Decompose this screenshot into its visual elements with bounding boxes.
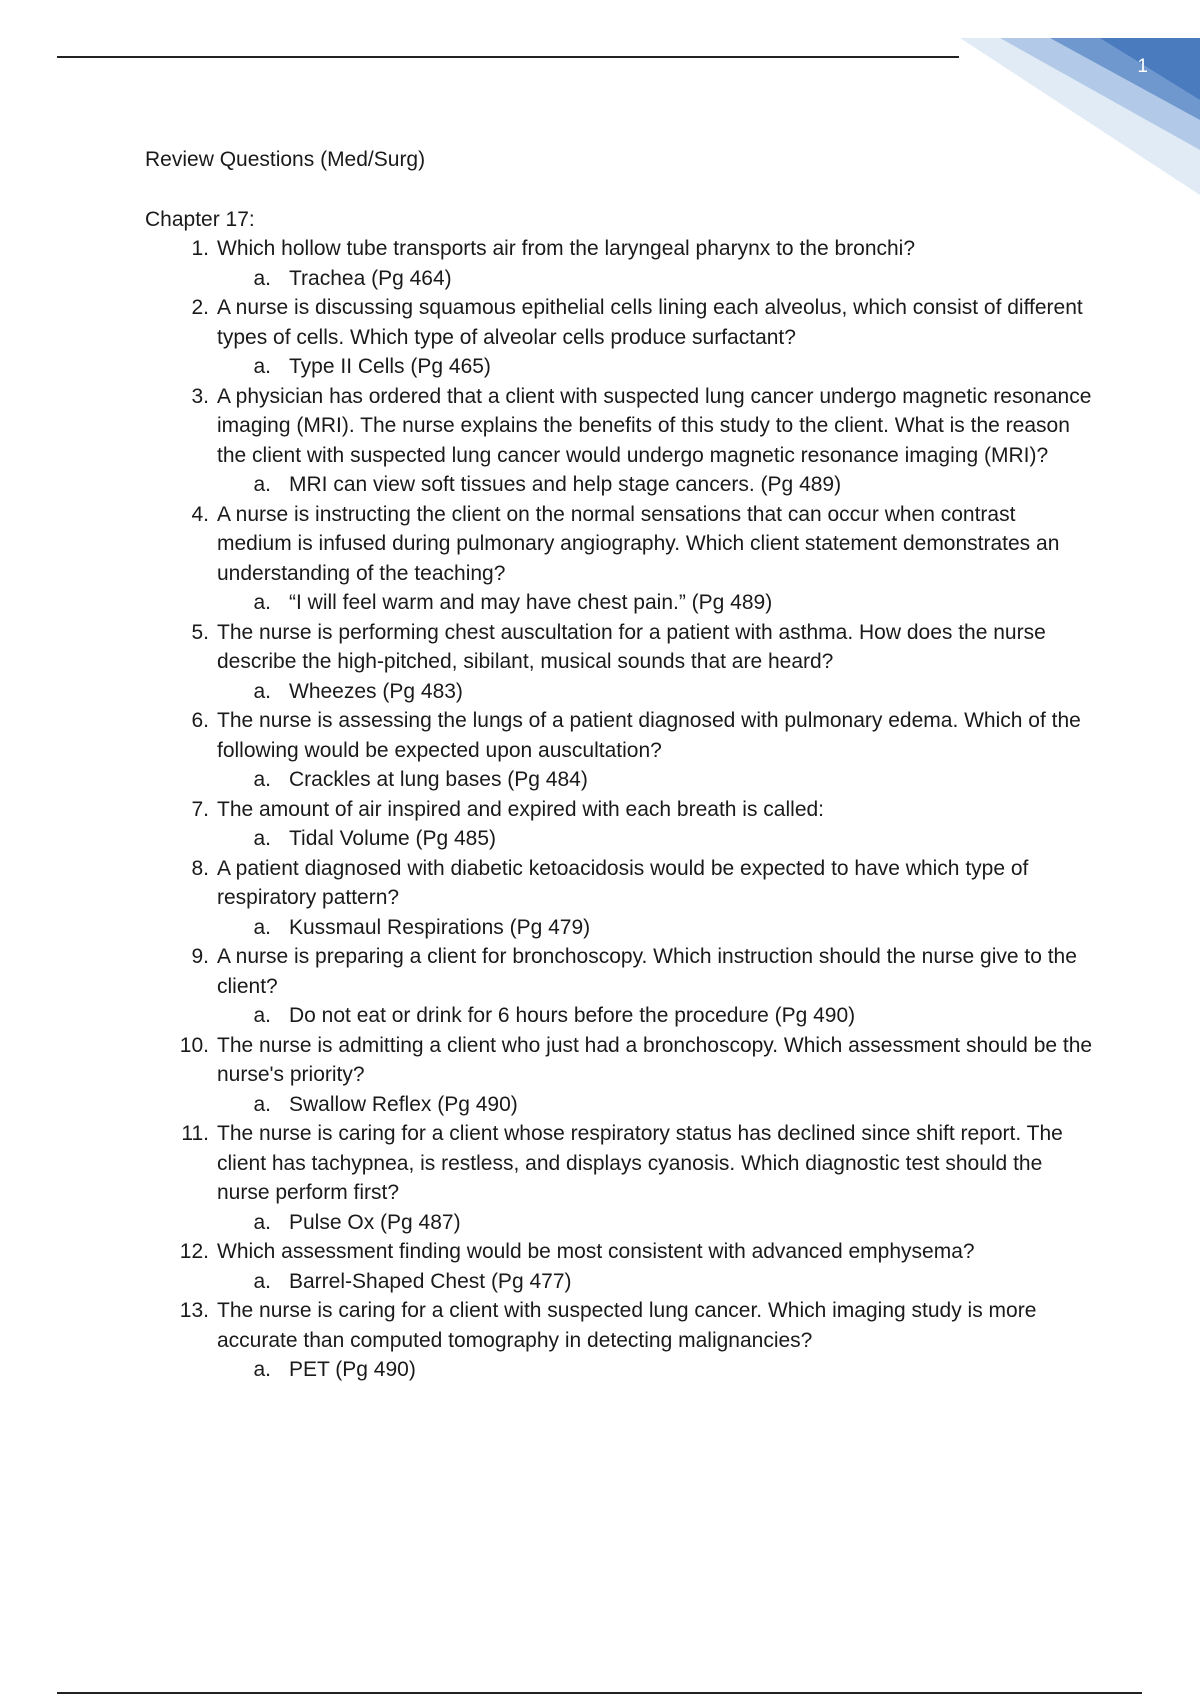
document-title: Review Questions (Med/Surg) bbox=[145, 148, 426, 171]
answer-letter: a. bbox=[253, 827, 271, 850]
chapter-heading: Chapter 17: bbox=[145, 207, 255, 231]
question-number: 2. bbox=[191, 296, 209, 319]
question-item bbox=[145, 706, 1095, 795]
answer-letter: a. bbox=[253, 768, 271, 791]
question-text: The nurse is caring for a client whose respiratory status has declined since shift report. The client has tachypnea, is restless, and displays cyanosis. Which diagnostic test should the nurse perform first? bbox=[217, 1122, 1063, 1204]
answer-text: Swallow Reflex (Pg 490) bbox=[289, 1092, 518, 1116]
question-text: Which assessment finding would be most consistent with advanced emphysema? bbox=[217, 1240, 975, 1263]
question-number: 6. bbox=[191, 709, 209, 732]
question-row bbox=[145, 382, 1095, 471]
question-text: The nurse is admitting a client who just had a bronchoscopy. Which assessment should be the nurse's priority? bbox=[217, 1033, 1093, 1086]
question-item bbox=[145, 1237, 1095, 1296]
answer-row bbox=[217, 1267, 1095, 1297]
question-text: A nurse is discussing squamous epithelial cells lining each alveolus, which consist of different types of cells. Which type of alveolar cells produce surfactant? bbox=[217, 296, 1083, 349]
question-number: 7. bbox=[191, 797, 209, 821]
answer-letter: a. bbox=[253, 355, 271, 378]
footer-rule bbox=[57, 1692, 1142, 1694]
question-row bbox=[145, 500, 1095, 589]
answer-letter: a. bbox=[253, 1004, 271, 1027]
question-number: 8. bbox=[191, 856, 209, 880]
question-row bbox=[145, 618, 1095, 677]
answer-row bbox=[217, 352, 1095, 382]
question-text: A nurse is preparing a client for bronchoscopy. Which instruction should the nurse give to the client? bbox=[217, 945, 1077, 998]
question-text: The nurse is caring for a client with suspected lung cancer. Which imaging study is more accurate than computed tomography in detecting malignancies? bbox=[217, 1299, 1037, 1352]
answer-row bbox=[217, 1355, 1095, 1385]
question-row bbox=[145, 293, 1095, 352]
answer-row bbox=[217, 588, 1095, 618]
answer-row bbox=[217, 765, 1095, 795]
answer-row bbox=[217, 1090, 1095, 1120]
question-row bbox=[145, 795, 1095, 825]
question-number: 12. bbox=[179, 1240, 209, 1263]
question-number: 1. bbox=[191, 237, 209, 260]
answer-text: Barrel-Shaped Chest (Pg 477) bbox=[289, 1269, 572, 1293]
answer-letter: a. bbox=[253, 1358, 271, 1381]
question-row bbox=[145, 1119, 1095, 1208]
question-item bbox=[145, 382, 1095, 500]
answer-row bbox=[217, 1001, 1095, 1031]
question-row bbox=[145, 1237, 1095, 1267]
answer-row bbox=[217, 677, 1095, 707]
question-item bbox=[145, 234, 1095, 293]
question-number: 13. bbox=[179, 1299, 209, 1322]
question-row bbox=[145, 942, 1095, 1001]
question-item bbox=[145, 293, 1095, 382]
answer-letter: a. bbox=[253, 266, 271, 290]
question-number: 4. bbox=[191, 502, 209, 526]
answer-letter: a. bbox=[253, 915, 271, 939]
header-rule bbox=[57, 56, 959, 58]
question-text: The nurse is performing chest auscultation for a patient with asthma. How does the nurse describe the high-pitched, sibilant, musical sounds that are heard? bbox=[217, 620, 1046, 673]
question-number: 3. bbox=[191, 384, 209, 408]
answer-letter: a. bbox=[253, 679, 271, 703]
question-list bbox=[145, 234, 1095, 1385]
answer-text: Do not eat or drink for 6 hours before the procedure (Pg 490) bbox=[289, 1004, 856, 1027]
question-number: 11. bbox=[181, 1122, 209, 1145]
answer-row bbox=[217, 824, 1095, 854]
answer-row bbox=[217, 913, 1095, 943]
question-text: The amount of air inspired and expired with each breath is called: bbox=[217, 797, 825, 821]
answer-text: Crackles at lung bases (Pg 484) bbox=[289, 768, 588, 791]
question-item bbox=[145, 500, 1095, 618]
question-text: A patient diagnosed with diabetic ketoacidosis would be expected to have which type of respiratory pattern? bbox=[217, 856, 1029, 909]
question-item bbox=[145, 854, 1095, 943]
answer-text: Tidal Volume (Pg 485) bbox=[289, 827, 496, 850]
answer-letter: a. bbox=[253, 473, 271, 496]
question-item bbox=[145, 942, 1095, 1031]
question-text: The nurse is assessing the lungs of a patient diagnosed with pulmonary edema. Which of the following would be expected upon auscultation? bbox=[217, 709, 1081, 762]
question-row bbox=[145, 1296, 1095, 1355]
answer-text: Pulse Ox (Pg 487) bbox=[289, 1210, 461, 1234]
answer-row bbox=[217, 470, 1095, 500]
question-number: 9. bbox=[191, 945, 209, 968]
question-row bbox=[145, 854, 1095, 913]
question-text: A nurse is instructing the client on the normal sensations that can occur when contrast medium is infused during pulmonary angiography. Which client statement demonstrates an understanding of the teaching? bbox=[217, 502, 1060, 585]
question-row bbox=[145, 706, 1095, 765]
question-item bbox=[145, 618, 1095, 707]
answer-text: PET (Pg 490) bbox=[289, 1358, 416, 1381]
question-number: 5. bbox=[191, 620, 209, 644]
question-row bbox=[145, 234, 1095, 264]
answer-text: Kussmaul Respirations (Pg 479) bbox=[289, 915, 591, 939]
document-body bbox=[145, 145, 1095, 1385]
question-row bbox=[145, 1031, 1095, 1090]
question-text: A physician has ordered that a client with suspected lung cancer undergo magnetic resonance imaging (MRI). The nurse explains the benefits of this study to the client. What is the reason the client with suspected lung cancer would undergo magnetic resonance imaging (MRI)? bbox=[217, 384, 1092, 467]
question-item bbox=[145, 1296, 1095, 1385]
answer-letter: a. bbox=[253, 1210, 271, 1234]
question-item bbox=[145, 795, 1095, 854]
answer-row bbox=[217, 264, 1095, 294]
page-number: 1 bbox=[1137, 56, 1148, 77]
answer-text: Wheezes (Pg 483) bbox=[289, 679, 463, 703]
question-item bbox=[145, 1031, 1095, 1120]
answer-text: MRI can view soft tissues and help stage cancers. (Pg 489) bbox=[289, 473, 842, 496]
answer-text: “I will feel warm and may have chest pain.” (Pg 489) bbox=[289, 591, 773, 614]
answer-letter: a. bbox=[253, 1269, 271, 1293]
question-number: 10. bbox=[179, 1033, 209, 1057]
answer-text: Trachea (Pg 464) bbox=[289, 266, 452, 290]
answer-text: Type II Cells (Pg 465) bbox=[289, 355, 491, 378]
answer-letter: a. bbox=[253, 1092, 271, 1116]
answer-row bbox=[217, 1208, 1095, 1238]
question-text: Which hollow tube transports air from the laryngeal pharynx to the bronchi? bbox=[217, 237, 916, 260]
question-item bbox=[145, 1119, 1095, 1237]
answer-letter: a. bbox=[253, 591, 271, 614]
